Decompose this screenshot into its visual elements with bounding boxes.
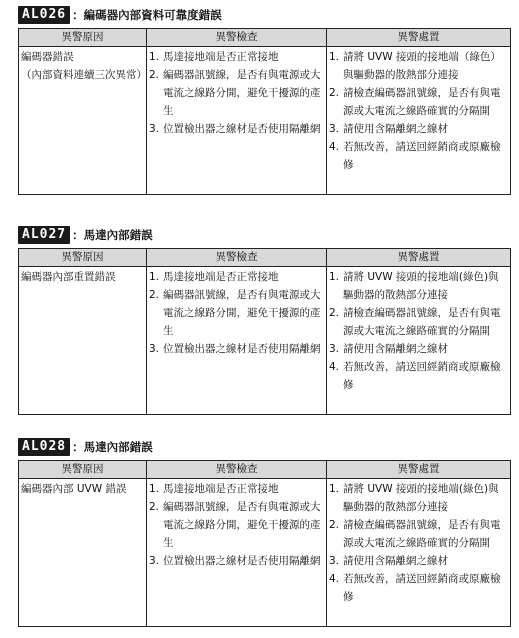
list-item: 1. 馬達接地端是否正常接地 <box>149 483 279 495</box>
list-item: 2. 編碼器訊號線，是否有與電源或大電流之線路分開，避免干擾源的產生 <box>149 69 321 117</box>
list-item: 2. 請檢查編碼器訊號線，是否有與電源或大電流之線路確實的分隔開 <box>329 87 501 117</box>
list-item: 3. 位置檢出器之線材是否使用隔離網 <box>149 343 321 355</box>
alarm-table <box>18 248 511 415</box>
check-cell <box>147 47 327 195</box>
cause-text: 編碼器內部 UVW 錯誤 <box>21 483 127 495</box>
alarm-title: ：馬達內部錯誤 <box>72 228 153 242</box>
header-action: 異警處置 <box>327 249 511 267</box>
alarm-heading <box>18 224 510 246</box>
action-list <box>329 268 508 394</box>
check-list <box>149 480 324 570</box>
action-list <box>329 480 508 606</box>
cause-cell <box>19 267 147 415</box>
check-list <box>149 268 324 358</box>
list-item: 1. 馬達接地端是否正常接地 <box>149 51 279 63</box>
list-item: 4. 若無改善，請送回經銷商或原廠檢修 <box>329 141 501 171</box>
alarm-table <box>18 28 511 195</box>
table-header-row <box>19 29 511 47</box>
table-header-row <box>19 249 511 267</box>
check-cell <box>147 267 327 415</box>
list-item: 4. 若無改善，請送回經銷商或原廠檢修 <box>329 361 501 391</box>
list-item: 2. 編碼器訊號線，是否有與電源或大電流之線路分開，避免干擾源的產生 <box>149 289 321 337</box>
alarm-section-al027 <box>18 224 510 415</box>
list-item: 1. 請將 UVW 接頭的接地端(綠色)與驅動器的散熱部分連接 <box>329 483 499 513</box>
cause-text: 編碼器內部重置錯誤 <box>21 271 116 283</box>
cause-cell <box>19 479 147 627</box>
list-item: 2. 請檢查編碼器訊號線，是否有與電源或大電流之線路確實的分隔開 <box>329 307 501 337</box>
alarm-table <box>18 460 511 627</box>
alarm-heading <box>18 436 510 458</box>
alarm-code-badge: AL027 <box>18 226 70 244</box>
header-cause: 異警原因 <box>19 29 147 47</box>
alarm-section-al028 <box>18 436 510 627</box>
alarm-code-badge: AL028 <box>18 438 70 456</box>
alarm-heading <box>18 4 510 26</box>
table-row <box>19 47 511 195</box>
header-check: 異警檢查 <box>147 29 327 47</box>
action-list <box>329 48 508 174</box>
header-action: 異警處置 <box>327 461 511 479</box>
cause-text: 編碼器錯誤 （內部資料連續三次異常） <box>21 51 147 81</box>
table-row <box>19 267 511 415</box>
action-cell <box>327 47 511 195</box>
check-cell <box>147 479 327 627</box>
header-cause: 異警原因 <box>19 249 147 267</box>
alarm-section-al026 <box>18 4 510 195</box>
list-item: 1. 請將 UVW 接頭的接地端(綠色)與驅動器的散熱部分連接 <box>329 271 499 301</box>
list-item: 1. 馬達接地端是否正常接地 <box>149 271 279 283</box>
header-check: 異警檢查 <box>147 461 327 479</box>
list-item: 3. 請使用含隔離網之線材 <box>329 343 448 355</box>
list-item: 3. 位置檢出器之線材是否使用隔離網 <box>149 123 321 135</box>
table-row <box>19 479 511 627</box>
check-list <box>149 48 324 138</box>
alarm-title: ：編碼器內部資料可靠度錯誤 <box>72 8 222 22</box>
header-action: 異警處置 <box>327 29 511 47</box>
list-item: 2. 請檢查編碼器訊號線，是否有與電源或大電流之線路確實的分隔開 <box>329 519 501 549</box>
list-item: 4. 若無改善，請送回經銷商或原廠檢修 <box>329 573 501 603</box>
cause-cell <box>19 47 147 195</box>
table-header-row <box>19 461 511 479</box>
header-cause: 異警原因 <box>19 461 147 479</box>
list-item: 2. 編碼器訊號線，是否有與電源或大電流之線路分開，避免干擾源的產生 <box>149 501 321 549</box>
alarm-code-badge: AL026 <box>18 6 70 24</box>
alarm-title: ：馬達內部錯誤 <box>72 440 153 454</box>
action-cell <box>327 479 511 627</box>
action-cell <box>327 267 511 415</box>
list-item: 3. 請使用含隔離網之線材 <box>329 123 448 135</box>
list-item: 3. 請使用含隔離網之線材 <box>329 555 448 567</box>
list-item: 1. 請將 UVW 接頭的接地端（綠色）與驅動器的散熱部分連接 <box>329 51 501 81</box>
list-item: 3. 位置檢出器之線材是否使用隔離網 <box>149 555 321 567</box>
header-check: 異警檢查 <box>147 249 327 267</box>
